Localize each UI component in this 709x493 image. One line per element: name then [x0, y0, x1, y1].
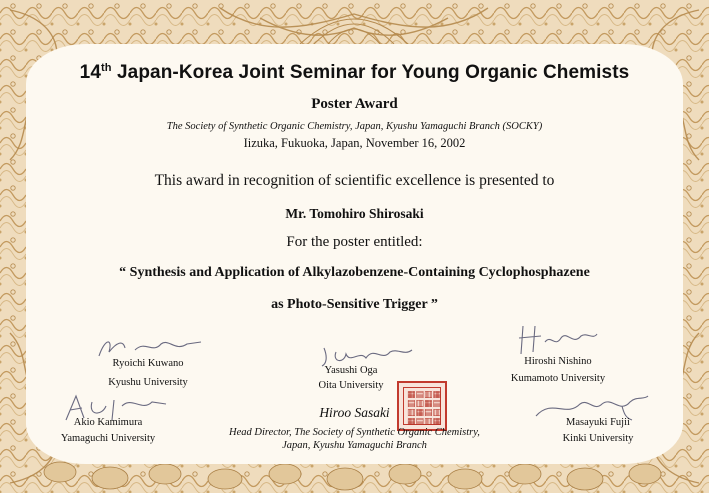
signatory-name: Akio Kamimura	[73, 417, 143, 428]
award-name: Poster Award	[311, 96, 398, 112]
chair-role-line-2: Japan, Kyushu Yamaguchi Branch	[282, 440, 427, 451]
signatory-name: Yasushi Oga	[324, 365, 378, 376]
signatory-name: Ryoichi Kuwano	[112, 358, 184, 369]
signatory-nishino	[493, 355, 623, 385]
red-seal-stamp-icon: ▦▤▥▦▤▥▦▤▥▦▤▥▦▤▥▦	[397, 381, 447, 431]
poster-entitled-label: For the poster entitled:	[286, 234, 423, 250]
chair-name: Hiroo Sasaki	[319, 405, 390, 420]
signatory-affiliation: Kyushu University	[108, 377, 188, 388]
organizer-line: The Society of Synthetic Organic Chemistry, Japan, Kyushu Yamaguchi Branch (SOCKY)	[166, 121, 543, 132]
signatory-affiliation: Kinki University	[562, 433, 634, 444]
title-text: Japan-Korea Joint Seminar for Young Organic Chemists	[111, 62, 630, 83]
title-ordinal: th	[101, 62, 112, 74]
place-date-line: Iizuka, Fukuoka, Japan, November 16, 2002	[243, 136, 466, 150]
poster-title-line-1: “ Synthesis and Application of Alkylazobenzene-Containing Cyclophosphazene	[119, 265, 590, 280]
signatory-affiliation: Yamaguchi University	[60, 433, 156, 444]
poster-title-line-2: as Photo-Sensitive Trigger ”	[271, 297, 438, 312]
recipient-name: Mr. Tomohiro Shirosaki	[285, 206, 424, 221]
signatory-oga	[296, 364, 406, 392]
chair-role-line-1: Head Director, The Society of Synthetic Organic Chemistry,	[229, 427, 480, 438]
signatory-name: Masayuki Fujii	[566, 417, 630, 428]
signatory-kuwano	[88, 357, 208, 389]
signature-scrawl-icon	[515, 322, 600, 358]
title-number: 14	[79, 62, 102, 83]
signatory-affiliation: Oita University	[318, 380, 384, 391]
certificate-title	[0, 62, 709, 84]
signatory-fujii	[548, 416, 648, 445]
signatory-kamimura	[48, 416, 168, 445]
presentation-statement: This award in recognition of scientific excellence is presented to	[154, 172, 555, 189]
signatory-name: Hiroshi Nishino	[524, 356, 592, 367]
signatory-affiliation: Kumamoto University	[510, 373, 606, 384]
chair-signature-block	[160, 405, 549, 451]
